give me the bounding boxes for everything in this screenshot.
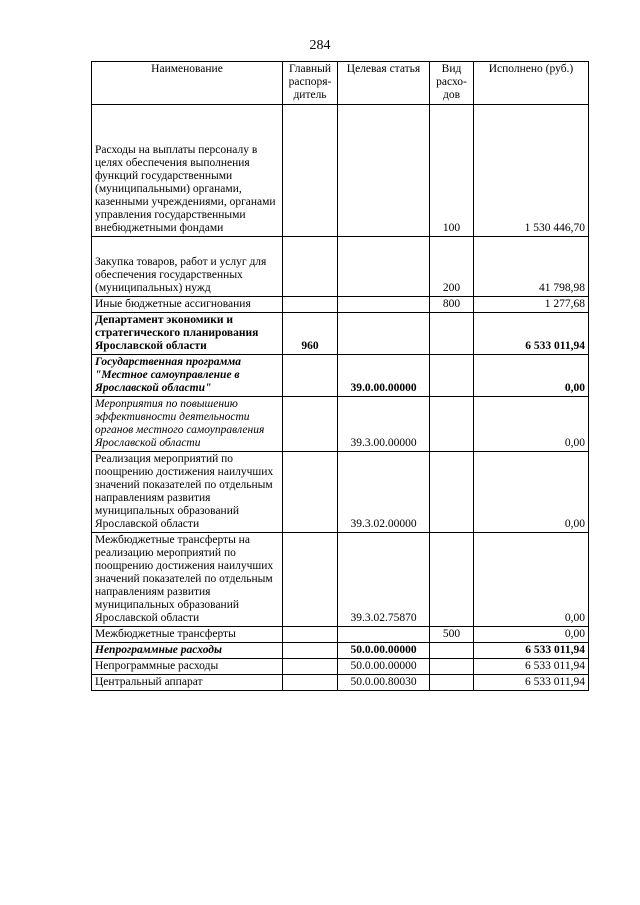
row-kind [430, 355, 474, 397]
table-row [92, 397, 589, 452]
row-code: 39.0.00.00000 [338, 355, 430, 397]
row-grbs [283, 675, 338, 691]
row-grbs [283, 643, 338, 659]
row-grbs [283, 397, 338, 452]
page-number: 284 [309, 38, 331, 53]
table-row [92, 643, 589, 659]
row-name: Межбюджетные трансферты на реализацию мероприятий по поощрению достижения наилучших значений показателей по отдельным направлениям развития муниципальных образований Ярославской области [92, 533, 283, 627]
row-kind [430, 452, 474, 533]
header-grbs: Главный распоря-дитель [283, 62, 338, 105]
row-kind: 800 [430, 297, 474, 313]
row-sum: 6 533 011,94 [474, 675, 589, 691]
row-name: Департамент экономики и стратегического планирования Ярославской области [92, 313, 283, 355]
row-name: Непрограммные расходы [92, 659, 283, 675]
row-grbs [283, 297, 338, 313]
row-grbs [283, 659, 338, 675]
row-grbs [283, 452, 338, 533]
table-row [92, 355, 589, 397]
table-row [92, 237, 589, 297]
row-grbs [283, 533, 338, 627]
row-name: Мероприятия по повышению эффективности деятельности органов местного самоуправления Ярославской области [92, 397, 283, 452]
row-name: Иные бюджетные ассигнования [92, 297, 283, 313]
row-code [338, 297, 430, 313]
row-sum: 1 277,68 [474, 297, 589, 313]
row-sum: 0,00 [474, 452, 589, 533]
header-code: Целевая статья [338, 62, 430, 105]
row-kind: 500 [430, 627, 474, 643]
header-kind: Вид расхо-дов [430, 62, 474, 105]
row-name: Центральный аппарат [92, 675, 283, 691]
row-grbs [283, 237, 338, 297]
row-code: 50.0.00.00000 [338, 659, 430, 675]
table-row [92, 105, 589, 237]
row-sum: 6 533 011,94 [474, 659, 589, 675]
row-grbs [283, 355, 338, 397]
table-row [92, 533, 589, 627]
row-code: 50.0.00.80030 [338, 675, 430, 691]
row-code: 39.3.02.75870 [338, 533, 430, 627]
row-kind: 100 [430, 105, 474, 237]
row-sum: 0,00 [474, 397, 589, 452]
row-sum: 0,00 [474, 355, 589, 397]
row-kind [430, 397, 474, 452]
table-row [92, 452, 589, 533]
row-sum: 6 533 011,94 [474, 313, 589, 355]
row-grbs [283, 105, 338, 237]
row-name: Межбюджетные трансферты [92, 627, 283, 643]
row-name: Государственная программа "Местное самоуправление в Ярославской области" [92, 355, 283, 397]
row-sum: 1 530 446,70 [474, 105, 589, 237]
row-code [338, 237, 430, 297]
row-sum: 0,00 [474, 533, 589, 627]
row-name: Реализация мероприятий по поощрению достижения наилучших значений показателей по отдельным направлениям развития муниципальных образований Ярославской области [92, 452, 283, 533]
row-sum: 6 533 011,94 [474, 643, 589, 659]
row-kind [430, 659, 474, 675]
row-kind [430, 533, 474, 627]
row-code: 39.3.02.00000 [338, 452, 430, 533]
row-code [338, 627, 430, 643]
table-row [92, 313, 589, 355]
row-kind: 200 [430, 237, 474, 297]
header-sum: Исполнено (руб.) [474, 62, 589, 105]
row-code [338, 105, 430, 237]
row-kind [430, 313, 474, 355]
row-code: 39.3.00.00000 [338, 397, 430, 452]
row-kind [430, 643, 474, 659]
row-code [338, 313, 430, 355]
row-sum: 0,00 [474, 627, 589, 643]
budget-table [91, 61, 589, 691]
table-row [92, 675, 589, 691]
table-row [92, 627, 589, 643]
row-kind [430, 675, 474, 691]
table-row [92, 659, 589, 675]
row-code: 50.0.00.00000 [338, 643, 430, 659]
row-name: Непрограммные расходы [92, 643, 283, 659]
table-header-row [92, 62, 589, 105]
row-name: Расходы на выплаты персоналу в целях обеспечения выполнения функций государственными (муниципальными) органами, казенными учреждениями, органами управления государственными внебюджетными фондами [92, 105, 283, 237]
table-row [92, 297, 589, 313]
row-sum: 41 798,98 [474, 237, 589, 297]
header-name: Наименование [92, 62, 283, 105]
row-grbs: 960 [283, 313, 338, 355]
row-name: Закупка товаров, работ и услуг для обеспечения государственных (муниципальных) нужд [92, 237, 283, 297]
row-grbs [283, 627, 338, 643]
